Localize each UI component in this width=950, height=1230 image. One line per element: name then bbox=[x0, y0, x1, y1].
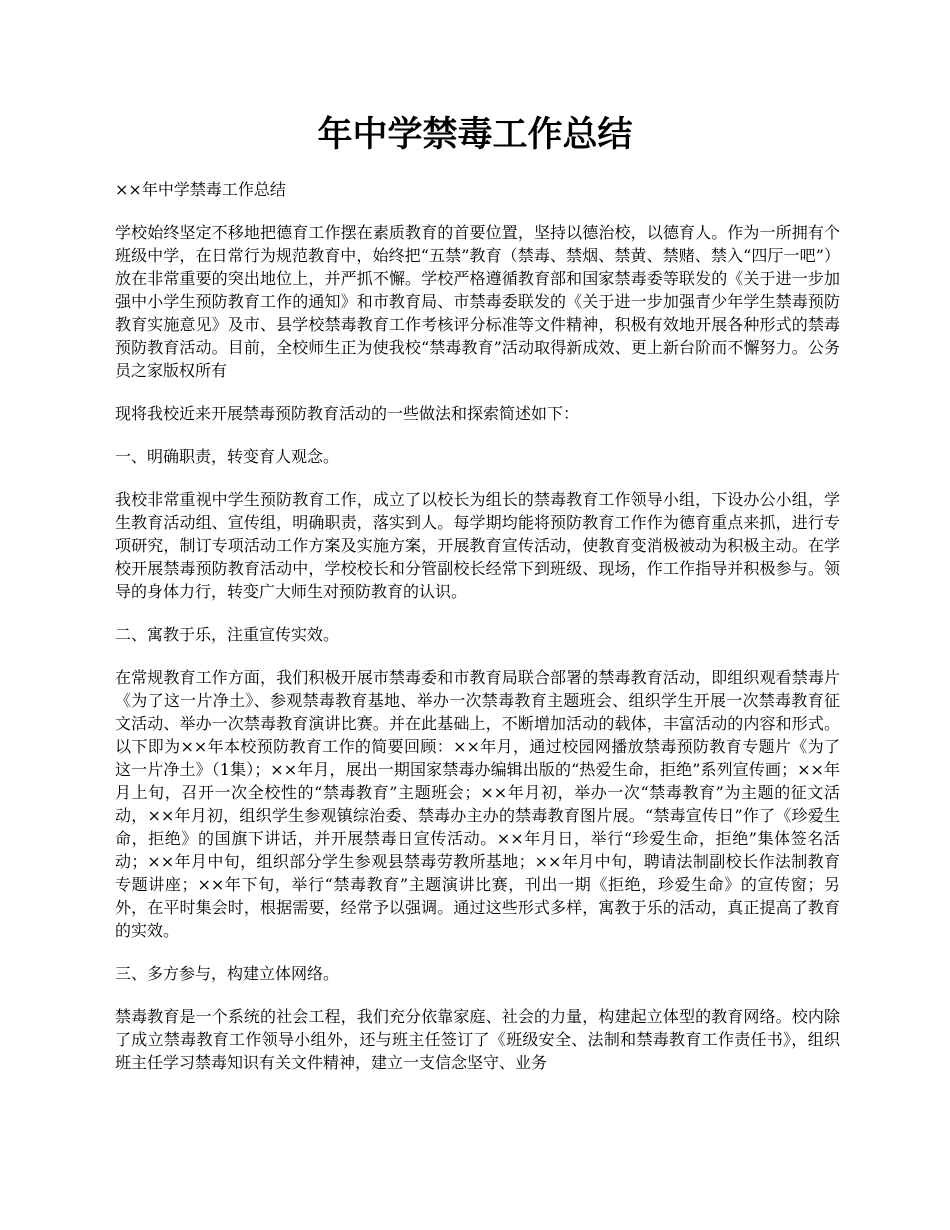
document-title: 年中学禁毒工作总结 bbox=[317, 115, 633, 155]
section-heading-1: 一、明确职责，转变育人观念。 bbox=[115, 447, 340, 466]
section-body-3: 禁毒教育是一个系统的社会工程，我们充分依靠家庭、社会的力量，构建起立体型的教育网络。校内除了成立禁毒教育工作领导小组外，还与班主任签订了《班级安全、法制和禁毒教育工作责任书》，组织班主任学习禁毒知识有关文件精神，建立一支信念坚守、业务 bbox=[115, 1007, 840, 1072]
section-heading-3: 三、多方参与，构建立体网络。 bbox=[115, 964, 340, 983]
subtitle-paragraph: ××年中学禁毒工作总结 bbox=[115, 180, 286, 199]
section-heading-2: 二、寓教于乐，注重宣传实效。 bbox=[115, 625, 340, 644]
overview-paragraph: 现将我校近来开展禁毒预防教育活动的一些做法和探索简述如下： bbox=[115, 404, 580, 423]
intro-paragraph: 学校始终坚定不移地把德育工作摆在素质教育的首要位置，坚持以德治校，以德育人。作为一所拥有个班级中学，在日常行为规范教育中，始终把“五禁”教育（禁毒、禁烟、禁黄、禁赌、禁入“四厅一吧”）放在非常重要的突出地位上，并严抓不懈。学校严格遵循教育部和国家禁毒委等联发的《关于进一步加强中小学生预防教育工作的通知》和市教育局、市禁毒委联发的《关于进一步加强青少年学生禁毒预防教育实施意见》及市、县学校禁毒教育工作考核评分标准等文件精神，积极有效地开展各种形式的禁毒预防教育活动。目前，全校师生正为使我校“禁毒教育”活动取得新成效、更上新台阶而不懈努力。公务员之家版权所有 bbox=[115, 223, 840, 380]
section-body-1: 我校非常重视中学生预防教育工作，成立了以校长为组长的禁毒教育工作领导小组，下设办公小组，学生教育活动组、宣传组，明确职责，落实到人。每学期均能将预防教育工作作为德育重点来抓，进行专项研究，制订专项活动工作方案及实施方案，开展教育宣传活动，使教育变消极被动为积极主动。在学校开展禁毒预防教育活动中，学校校长和分管副校长经常下到班级、现场，作工作指导并积极参与。领导的身体力行，转变广大师生对预防教育的认识。 bbox=[115, 490, 840, 601]
section-body-2: 在常规教育工作方面，我们积极开展市禁毒委和市教育局联合部署的禁毒教育活动，即组织观看禁毒片《为了这一片净土》、参观禁毒教育基地、举办一次禁毒教育主题班会、组织学生开展一次禁毒教育征文活动、举办一次禁毒教育演讲比赛。并在此基础上，不断增加活动的载体，丰富活动的内容和形式。以下即为××年本校预防教育工作的简要回顾：××年月，通过校园网播放禁毒预防教育专题片《为了这一片净土》（1集）；××年月，展出一期国家禁毒办编辑出版的“热爱生命，拒绝”系列宣传画；××年月上旬，召开一次全校性的“禁毒教育”主题班会；××年月初，举办一次“禁毒教育”为主题的征文活动，××年月初，组织学生参观镇综治委、禁毒办主办的禁毒教育图片展。“禁毒宣传日”作了《珍爱生命，拒绝》的国旗下讲话，并开展禁毒日宣传活动。××年月日，举行“珍爱生命，拒绝”集体签名活动；××年月中旬，组织部分学生参观县禁毒劳教所基地；××年月中旬，聘请法制副校长作法制教育专题讲座；××年下旬，举行“禁毒教育”主题演讲比赛，刊出一期《拒绝，珍爱生命》的宣传窗；另外，在平时集会时，根据需要，经常予以强调。通过这些形式多样，寓教于乐的活动，真正提高了教育的实效。 bbox=[115, 668, 840, 940]
document-body bbox=[115, 178, 840, 1094]
